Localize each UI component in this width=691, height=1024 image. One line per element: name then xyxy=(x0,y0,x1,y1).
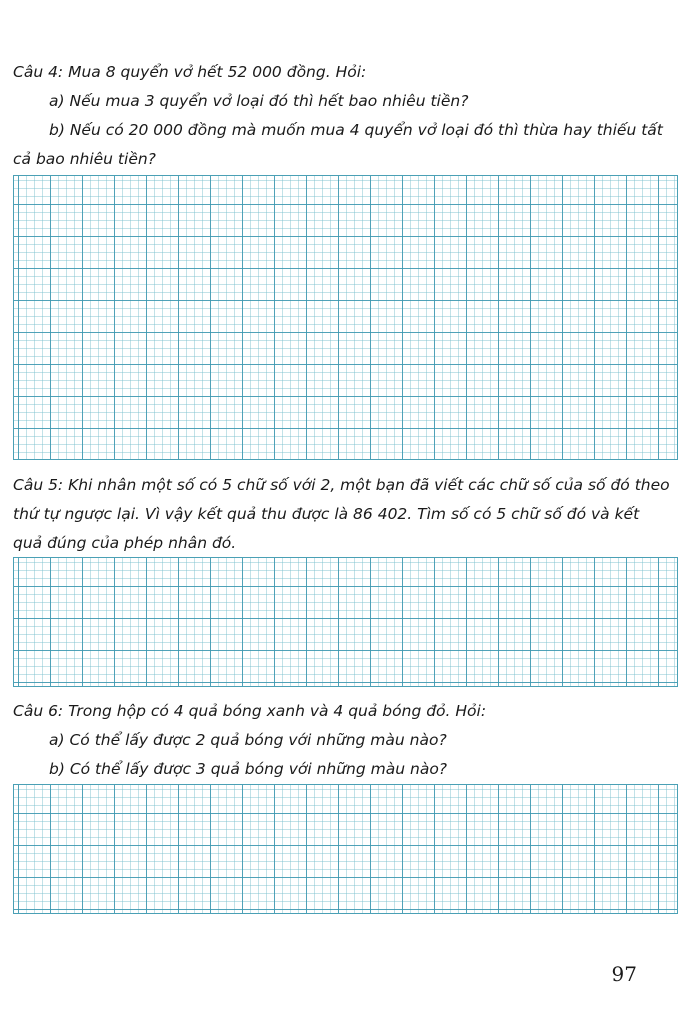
question-6-part-b: b) Có thể lấy được 3 quả bóng với những màu nào? xyxy=(49,760,448,778)
question-6-title: Câu 6: Trong hộp có 4 quả bóng xanh và 4 quả bóng đỏ. Hỏi: xyxy=(13,702,487,720)
question-4 xyxy=(13,58,678,174)
question-5-line-3: quả đúng của phép nhân đó. xyxy=(13,534,237,552)
question-4-part-b-cont: cả bao nhiêu tiền? xyxy=(13,150,156,168)
question-6-part-a: a) Có thể lấy được 2 quả bóng với những màu nào? xyxy=(49,731,447,749)
page-number: 97 xyxy=(611,962,637,986)
answer-grid-q6[interactable] xyxy=(13,784,678,914)
question-4-part-a: a) Nếu mua 3 quyển vở loại đó thì hết bao nhiêu tiền? xyxy=(49,92,469,110)
question-5 xyxy=(13,471,678,558)
question-5-line-2: thứ tự ngược lại. Vì vậy kết quả thu được là 86 402. Tìm số có 5 chữ số đó và kết xyxy=(13,505,640,523)
answer-grid-q5[interactable] xyxy=(13,557,678,687)
question-5-line-1: Câu 5: Khi nhân một số có 5 chữ số với 2, một bạn đã viết các chữ số của số đó theo xyxy=(13,476,670,494)
question-4-part-b: b) Nếu có 20 000 đồng mà muốn mua 4 quyển vở loại đó thì thừa hay thiếu tất xyxy=(49,121,663,139)
question-4-title: Câu 4: Mua 8 quyển vở hết 52 000 đồng. Hỏi: xyxy=(13,63,367,81)
question-6 xyxy=(13,697,678,784)
answer-grid-q4[interactable] xyxy=(13,175,678,460)
